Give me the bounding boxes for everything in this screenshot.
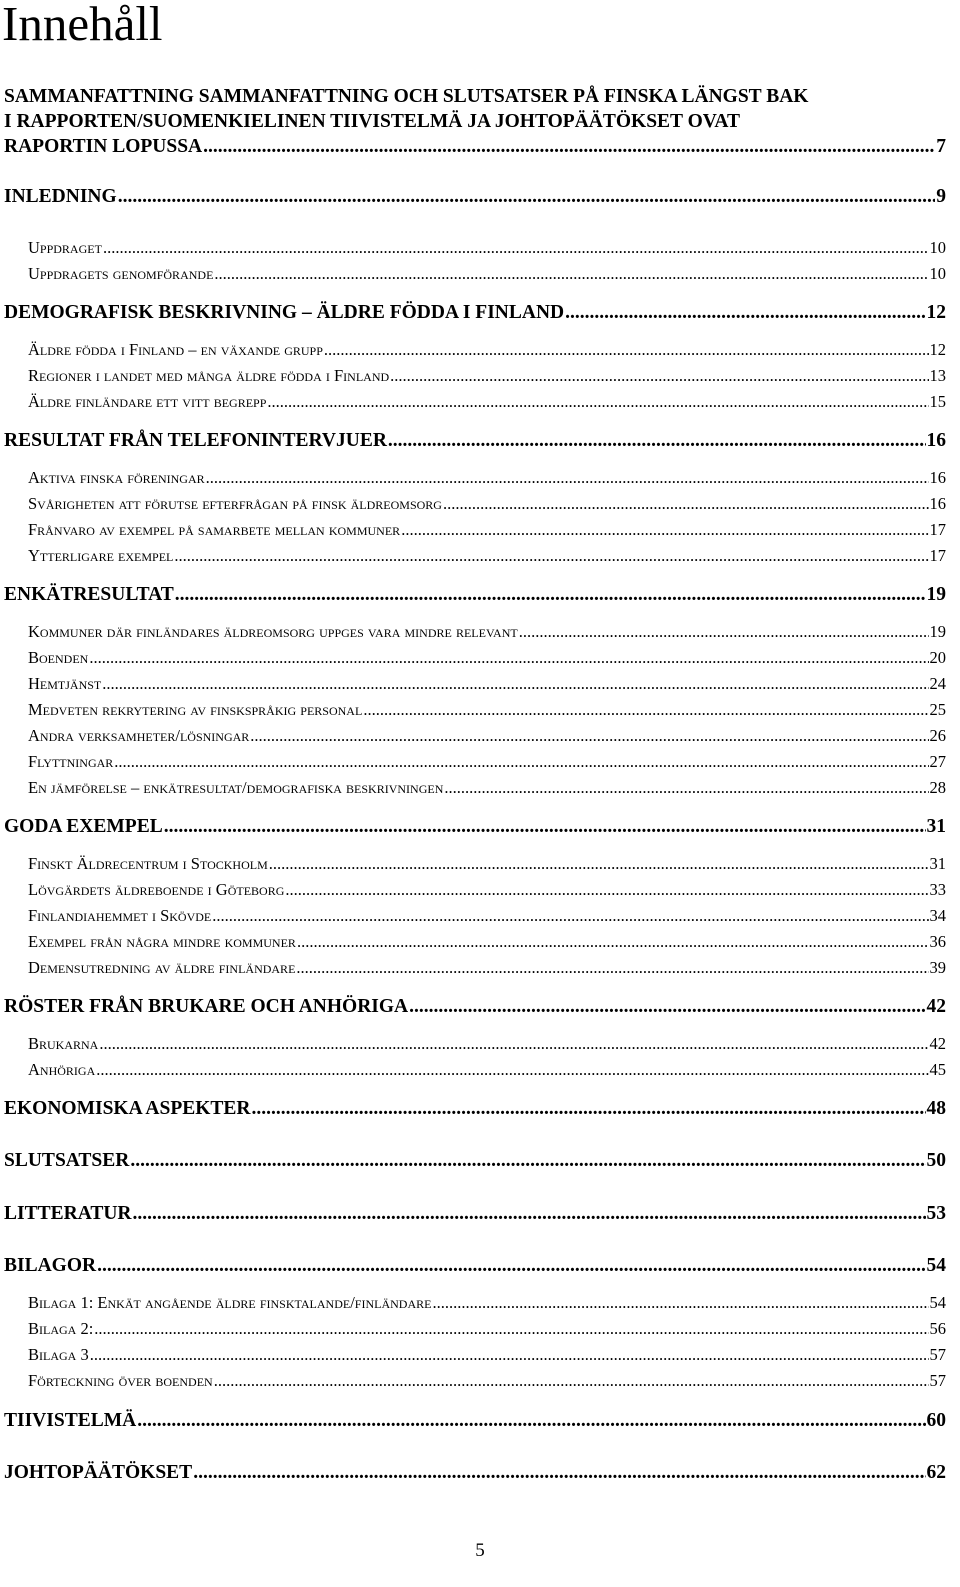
toc-entry[interactable] [28, 880, 946, 900]
toc-entry-label: TIIVISTELMÄ [4, 1410, 137, 1431]
toc-entry-label: Bilaga 3 [28, 1345, 89, 1364]
toc-page-number: 13 [929, 366, 946, 385]
toc-page-number: 60 [926, 1410, 946, 1431]
toc-entry[interactable] [4, 1098, 946, 1120]
toc-entry-label: Finskt Äldrecentrum i Stockholm [28, 854, 268, 873]
toc-entry-summary-line2: I RAPPORTEN/SUOMENKIELINEN TIIVISTELMÄ JA JOHTOPÄÄTÖKSET OVAT [4, 111, 740, 132]
toc-page-number: 16 [926, 430, 946, 451]
toc-entry[interactable] [4, 816, 946, 838]
toc-entry-label: Flyttningar [28, 752, 114, 771]
toc-entry-label: Demensutredning av äldre finländare [28, 958, 296, 977]
toc-entry[interactable] [4, 302, 946, 324]
toc-entry[interactable] [28, 700, 946, 720]
toc-entry-label: Frånvaro av exempel på samarbete mellan kommuner [28, 520, 401, 539]
toc-entry[interactable] [28, 520, 946, 540]
toc-entry-label: Lövgärdets äldreboende i Göteborg [28, 880, 285, 899]
toc-leader-dots [214, 1371, 929, 1391]
toc-entry-label: RÖSTER FRÅN BRUKARE OCH ANHÖRIGA [4, 996, 409, 1017]
toc-leader-dots [444, 778, 928, 798]
toc-leader-dots [118, 186, 936, 208]
toc-leader-dots [285, 880, 928, 900]
toc-entry[interactable] [28, 238, 946, 258]
toc-page-number: 57 [929, 1345, 946, 1364]
toc-entry-label: RESULTAT FRÅN TELEFONINTERVJUER [4, 430, 387, 451]
toc-entry[interactable] [28, 392, 946, 412]
toc-entry[interactable] [4, 1255, 946, 1277]
toc-entry[interactable] [28, 1345, 946, 1365]
toc-entry[interactable] [4, 584, 946, 606]
toc-entry-label: DEMOGRAFISK BESKRIVNING – ÄLDRE FÖDDA I FINLAND [4, 302, 565, 323]
toc-page-number: 53 [926, 1203, 946, 1224]
toc-entry[interactable] [4, 186, 946, 208]
toc-leader-dots [388, 430, 926, 452]
toc-entry[interactable] [4, 1150, 946, 1172]
toc-page-number: 45 [929, 1060, 946, 1079]
toc-entry[interactable] [4, 1462, 946, 1484]
toc-entry[interactable] [28, 468, 946, 488]
toc-page-number: 17 [929, 520, 946, 539]
page-number: 5 [475, 1540, 485, 1561]
toc-page-number: 17 [929, 546, 946, 565]
toc-entry[interactable] [4, 1203, 946, 1225]
toc-page-number: 62 [926, 1462, 946, 1483]
toc-page-number: 50 [926, 1150, 946, 1171]
toc-leader-dots [296, 958, 928, 978]
toc-entry-label: GODA EXEMPEL [4, 816, 163, 837]
toc-leader-dots [250, 726, 928, 746]
toc-entry[interactable] [28, 1034, 946, 1054]
toc-leader-dots [432, 1293, 928, 1313]
toc-leader-dots [519, 622, 929, 642]
toc-page-number: 31 [926, 816, 946, 837]
toc-entry-label: INLEDNING [4, 186, 117, 207]
toc-page-number: 54 [926, 1255, 946, 1276]
toc-leader-dots [203, 134, 935, 159]
toc-entry-label: Regioner i landet med många äldre födda i Finland [28, 366, 390, 385]
toc-entry-label: Medveten rekrytering av finskspråkig personal [28, 700, 363, 719]
toc-leader-dots [401, 520, 928, 540]
toc-entry-label: Kommuner där finländares äldreomsorg uppges vara mindre relevant [28, 622, 518, 641]
toc-entry[interactable] [28, 546, 946, 566]
toc-entry[interactable] [28, 494, 946, 514]
toc-entry-label: En jämförelse – enkätresultat/demografiska beskrivningen [28, 778, 444, 797]
toc-leader-dots [164, 816, 926, 838]
toc-page-number: 19 [929, 622, 946, 641]
toc-entry-label: LITTERATUR [4, 1203, 132, 1224]
toc-leader-dots [174, 546, 928, 566]
toc-entry[interactable] [28, 778, 946, 798]
toc-leader-dots [133, 1203, 926, 1225]
toc-page-number: 16 [929, 494, 946, 513]
toc-entry[interactable] [28, 854, 946, 874]
toc-leader-dots [409, 996, 925, 1018]
toc-page-number: 7 [936, 136, 946, 157]
toc-leader-dots [103, 238, 929, 258]
toc-leader-dots [96, 1060, 928, 1080]
toc-leader-dots [90, 1345, 929, 1365]
page-title: Innehåll [2, 0, 163, 51]
toc-leader-dots [193, 1462, 925, 1484]
toc-entry[interactable] [28, 1319, 946, 1339]
toc-entry[interactable] [4, 996, 946, 1018]
toc-leader-dots [212, 906, 928, 926]
toc-leader-dots [130, 1150, 925, 1172]
toc-entry-summary-line1: SAMMANFATTNING SAMMANFATTNING OCH SLUTSATSER PÅ FINSKA LÄNGST BAK [4, 86, 809, 107]
toc-leader-dots [206, 468, 929, 488]
toc-entry[interactable] [28, 340, 946, 360]
toc-leader-dots [324, 340, 929, 360]
toc-entry[interactable] [28, 726, 946, 746]
toc-entry-label: SLUTSATSER [4, 1150, 130, 1171]
toc-leader-dots [89, 648, 928, 668]
toc-entry[interactable] [28, 1371, 946, 1391]
toc-entry-summary-line3: RAPORTIN LOPUSSA [4, 136, 203, 157]
toc-entry-label: BILAGOR [4, 1255, 97, 1276]
toc-entry-label: Anhöriga [28, 1060, 96, 1079]
toc-page-number: 28 [929, 778, 946, 797]
toc-page-number: 54 [929, 1293, 946, 1312]
toc-page-number: 33 [929, 880, 946, 899]
toc-entry[interactable] [28, 622, 946, 642]
toc-leader-dots [175, 584, 926, 606]
toc-page-number: 48 [926, 1098, 946, 1119]
toc-entry[interactable] [28, 932, 946, 952]
toc-page-number: 24 [929, 674, 946, 693]
toc-entry-label: Svårigheten att förutse efterfrågan på finsk äldreomsorg [28, 494, 442, 513]
toc-page-number: 9 [936, 186, 946, 207]
toc-leader-dots [390, 366, 928, 386]
toc-entry-label: Uppdraget [28, 238, 102, 257]
toc-entry[interactable] [28, 906, 946, 926]
toc-entry-label: Förteckning över boenden [28, 1371, 213, 1390]
toc-page-number: 34 [929, 906, 946, 925]
toc-page-number: 16 [929, 468, 946, 487]
toc-page-number: 42 [929, 1034, 946, 1053]
toc-entry-label: Boenden [28, 648, 89, 667]
toc-page-number: 20 [929, 648, 946, 667]
toc-entry-label: ENKÄTRESULTAT [4, 584, 174, 605]
toc-leader-dots [97, 1255, 925, 1277]
toc-entry[interactable] [4, 1410, 946, 1432]
toc-entry-label: JOHTOPÄÄTÖKSET [4, 1462, 193, 1483]
toc-page-number: 12 [929, 340, 946, 359]
toc-leader-dots [565, 302, 925, 324]
toc-page-number: 57 [929, 1371, 946, 1390]
toc-page-number: 12 [926, 302, 946, 323]
toc-entry-label: Andra verksamheter/lösningar [28, 726, 250, 745]
toc-leader-dots [267, 392, 928, 412]
toc-page-number: 19 [926, 584, 946, 605]
toc-entry[interactable] [28, 264, 946, 284]
toc-entry[interactable] [4, 430, 946, 452]
toc-leader-dots [114, 752, 928, 772]
toc-leader-dots [137, 1410, 925, 1432]
toc-entry-label: Finlandiahemmet i Skövde [28, 906, 212, 925]
toc-entry[interactable] [28, 366, 946, 386]
toc-entry-label: Hemtjänst [28, 674, 102, 693]
toc-entry-label: Äldre finländare ett vitt begrepp [28, 392, 267, 411]
toc-entry-label: Bilaga 2: [28, 1319, 94, 1338]
toc-entry[interactable] [28, 1060, 946, 1080]
toc-entry[interactable] [28, 752, 946, 772]
toc-entry-label: Uppdragets genomförande [28, 264, 214, 283]
toc-leader-dots [214, 264, 928, 284]
toc-leader-dots [443, 494, 929, 514]
toc-page-number: 27 [929, 752, 946, 771]
toc-leader-dots [99, 1034, 928, 1054]
toc-leader-dots [297, 932, 929, 952]
toc-page-number: 25 [929, 700, 946, 719]
toc-page-number: 36 [929, 932, 946, 951]
toc-entry-label: Ytterligare exempel [28, 546, 174, 565]
toc-page-number: 26 [929, 726, 946, 745]
toc-page-number: 10 [929, 264, 946, 283]
toc-entry-label: Bilaga 1: Enkät angående äldre finsktalande/finländare [28, 1293, 432, 1312]
toc-leader-dots [94, 1319, 928, 1339]
toc-leader-dots [102, 674, 928, 694]
toc-page-number: 39 [929, 958, 946, 977]
toc-page-number: 10 [929, 238, 946, 257]
toc-entry[interactable] [28, 674, 946, 694]
toc-entry-label: EKONOMISKA ASPEKTER [4, 1098, 251, 1119]
toc-page-number: 15 [929, 392, 946, 411]
toc-leader-dots [252, 1098, 926, 1120]
toc-entry-label: Äldre födda i Finland – en växande grupp [28, 340, 323, 359]
toc-page-number: 42 [926, 996, 946, 1017]
toc-page-number: 31 [929, 854, 946, 873]
toc-entry-label: Brukarna [28, 1034, 99, 1053]
toc-entry-label: Aktiva finska föreningar [28, 468, 205, 487]
toc-entry-summary[interactable] [4, 84, 946, 159]
toc-entry[interactable] [28, 1293, 946, 1313]
toc-leader-dots [269, 854, 929, 874]
toc-page-number: 56 [929, 1319, 946, 1338]
toc-entry[interactable] [28, 958, 946, 978]
toc-leader-dots [363, 700, 928, 720]
toc-entry-label: Exempel från några mindre kommuner [28, 932, 296, 951]
toc-entry[interactable] [28, 648, 946, 668]
